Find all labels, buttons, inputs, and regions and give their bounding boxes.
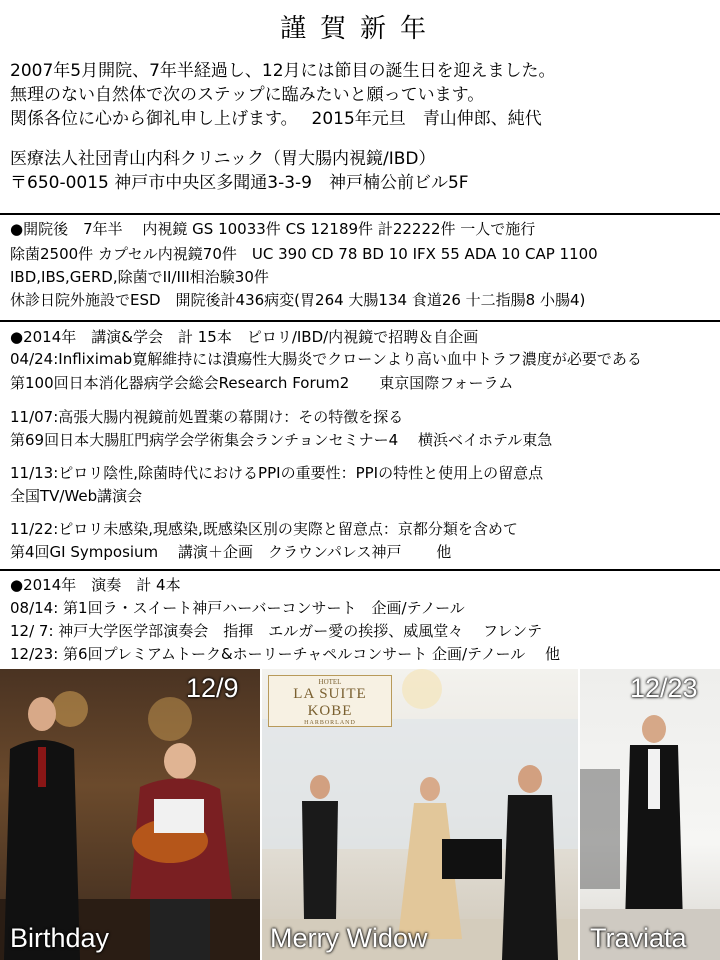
birthday-photo xyxy=(0,669,260,960)
lecture-4-title: 11/22:ピロリ未感染,現感染,既感染区別の実際と留意点：京都分類を含めて xyxy=(10,520,518,538)
performance-1: 08/14: 第1回ラ・スイート神戸ハーバーコンサート 企画/テノール xyxy=(10,599,465,617)
performance-2: 12/ 7: 神戸大学医学部演奏会 指揮 エルガー愛の挨拶、威風堂々 フレンテ xyxy=(10,622,543,640)
birthday-photo-illustration xyxy=(0,669,260,960)
greeting-line-2: 無理のない自然体で次のステップに臨みたいと願っています。 xyxy=(10,85,485,105)
hotel-logo xyxy=(268,675,392,727)
stats-line-3: IBD,IBS,GERD,除菌でII/III相治験30件 xyxy=(10,268,269,286)
lectures-header: ●2014年 講演&学会 計 15本 ピロリ/IBD/内視鏡で招聘＆自企画 xyxy=(10,328,479,346)
hotel-logo-top: HOTEL xyxy=(318,678,342,686)
traviata-illustration xyxy=(580,669,720,960)
performances-header: ●2014年 演奏 計 4本 xyxy=(10,576,181,594)
lecture-3-venue: 全国TV/Web講演会 xyxy=(10,487,143,505)
performance-3: 12/23: 第6回プレミアムトーク&ホーリーチャペルコンサート 企画/テノール 他 xyxy=(10,645,560,663)
greeting-line-1: 2007年5月開院、7年半経過し、12月には節目の誕生日を迎えました。 xyxy=(10,61,556,81)
lecture-2-title: 11/07:高張大腸内視鏡前処置薬の幕開け：その特徴を探る xyxy=(10,408,404,426)
birthday-date: 12/9 xyxy=(186,673,239,703)
hotel-logo-sub: HARBORLAND xyxy=(304,720,356,726)
traviata-date: 12/23 xyxy=(630,673,698,703)
merry-widow-caption: Merry Widow xyxy=(270,923,428,953)
clinic-address: 〒650-0015 神戸市中央区多聞通3-3-9 神戸楠公前ビル5F xyxy=(10,173,469,193)
divider-1 xyxy=(0,213,720,215)
divider-3 xyxy=(0,569,720,571)
divider-2 xyxy=(0,320,720,322)
traviata-photo xyxy=(580,669,720,960)
merry-widow-photo xyxy=(262,669,578,960)
stats-line-4: 休診日院外施設でESD 開院後計436病変(胃264 大腸134 食道26 十二指腸8 小腸4) xyxy=(10,291,586,309)
greeting-line-3: 関係各位に心から御礼申し上げます。 2015年元旦 青山伸郎、純代 xyxy=(10,109,542,129)
birthday-caption: Birthday xyxy=(10,923,110,953)
lecture-4-venue: 第4回GI Symposium 講演＋企画 クラウンパレス神戸 他 xyxy=(10,543,452,561)
traviata-caption: Traviata xyxy=(590,923,687,953)
stats-line-1: ●開院後 7年半 内視鏡 GS 10033件 CS 12189件 計22222件 一人で施行 xyxy=(10,220,536,238)
page-title: 謹賀新年 xyxy=(279,14,440,44)
lecture-1-venue: 第100回日本消化器病学会総会Research Forum2 東京国際フォーラム xyxy=(10,374,514,392)
lecture-3-title: 11/13:ピロリ陰性,除菌時代におけるPPIの重要性：PPIの特性と使用上の留意点 xyxy=(10,464,544,482)
clinic-name: 医療法人社団青山内科クリニック（胃大腸内視鏡/IBD） xyxy=(10,149,436,169)
lecture-2-venue: 第69回日本大腸肛門病学会学術集会ランチョンセミナー4 横浜ベイホテル東急 xyxy=(10,431,553,449)
lecture-1-title: 04/24:Infliximab寛解維持には潰瘍性大腸炎でクローンより高い血中トラフ濃度が必要である xyxy=(10,350,642,368)
hotel-logo-name: LA SUITE KOBE xyxy=(293,686,367,719)
photo-strip xyxy=(0,669,720,960)
stats-line-2: 除菌2500件 カプセル内視鏡70件 UC 390 CD 78 BD 10 IFX 55 ADA 10 CAP 1100 xyxy=(10,245,598,263)
